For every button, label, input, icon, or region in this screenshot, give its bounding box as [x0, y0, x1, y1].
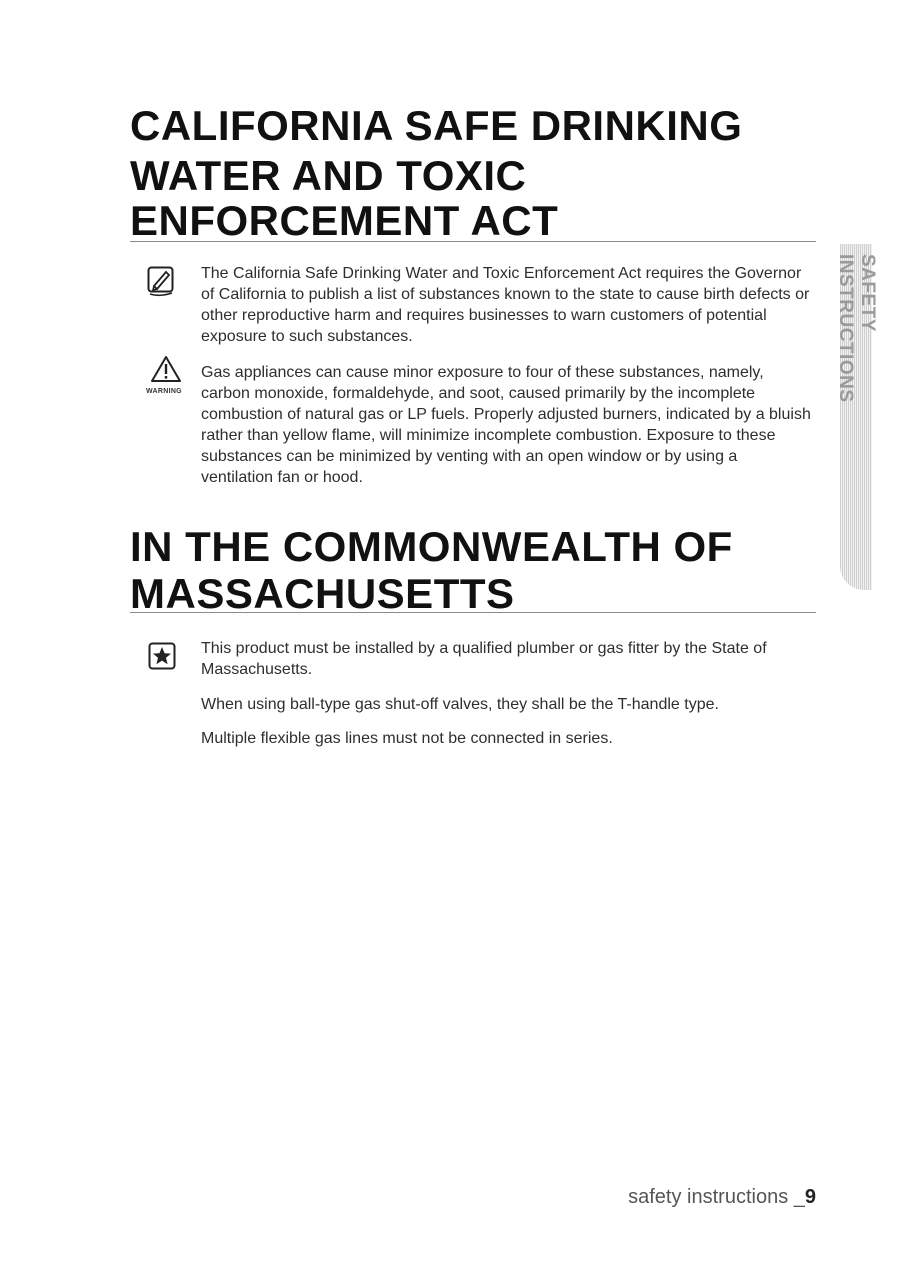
section-title-line-3: ENFORCEMENT ACT — [130, 197, 559, 244]
section2-divider — [130, 612, 816, 613]
section-title-line-1: CALIFORNIA SAFE DRINKING — [130, 102, 743, 149]
page-number: 9 — [804, 1186, 816, 1208]
footer-section-name: safety instructions _ — [628, 1186, 805, 1208]
california-note-text: The California Safe Drinking Water and Toxic Enforcement Act requires the Governor of California to publish a list of substances known to the state to cause birth defects or other reproductive harm and requires businesses to warn customers of potential exposure to such substances. — [201, 265, 810, 345]
warning-triangle-icon — [150, 355, 182, 388]
side-section-tab — [835, 244, 878, 590]
star-box-icon — [148, 642, 178, 677]
section-title-line-2: WATER AND TOXIC — [130, 152, 527, 199]
side-tab-label: SAFETY INSTRUCTIONS — [835, 254, 878, 403]
section2-title-line-1: IN THE COMMONWEALTH OF — [130, 523, 733, 570]
warning-caption: WARNING — [146, 388, 182, 395]
massachusetts-para-2: When using ball-type gas shut-off valves, they shall be the T-handle type. — [201, 696, 719, 713]
section2-title-line-2: MASSACHUSETTS — [130, 570, 515, 617]
massachusetts-para-1: This product must be installed by a qualified plumber or gas fitter by the State of Massachusetts. — [201, 640, 767, 678]
warning-text: Gas appliances can cause minor exposure to four of these substances, namely, carbon monoxide, formaldehyde, and soot, caused primarily by the incomplete combustion of natural gas or LP fuels. Properly adjusted burners, indicated by a bluish rather than yellow flame, will minimize incomplete combustion. Exposure to these substances can be minimized by venting with an open window or by using a ventilation fan or hood. — [201, 364, 811, 486]
section-divider — [130, 241, 816, 242]
page-footer — [628, 1186, 816, 1209]
note-pencil-icon — [147, 266, 185, 303]
massachusetts-para-3: Multiple flexible gas lines must not be connected in series. — [201, 730, 613, 747]
